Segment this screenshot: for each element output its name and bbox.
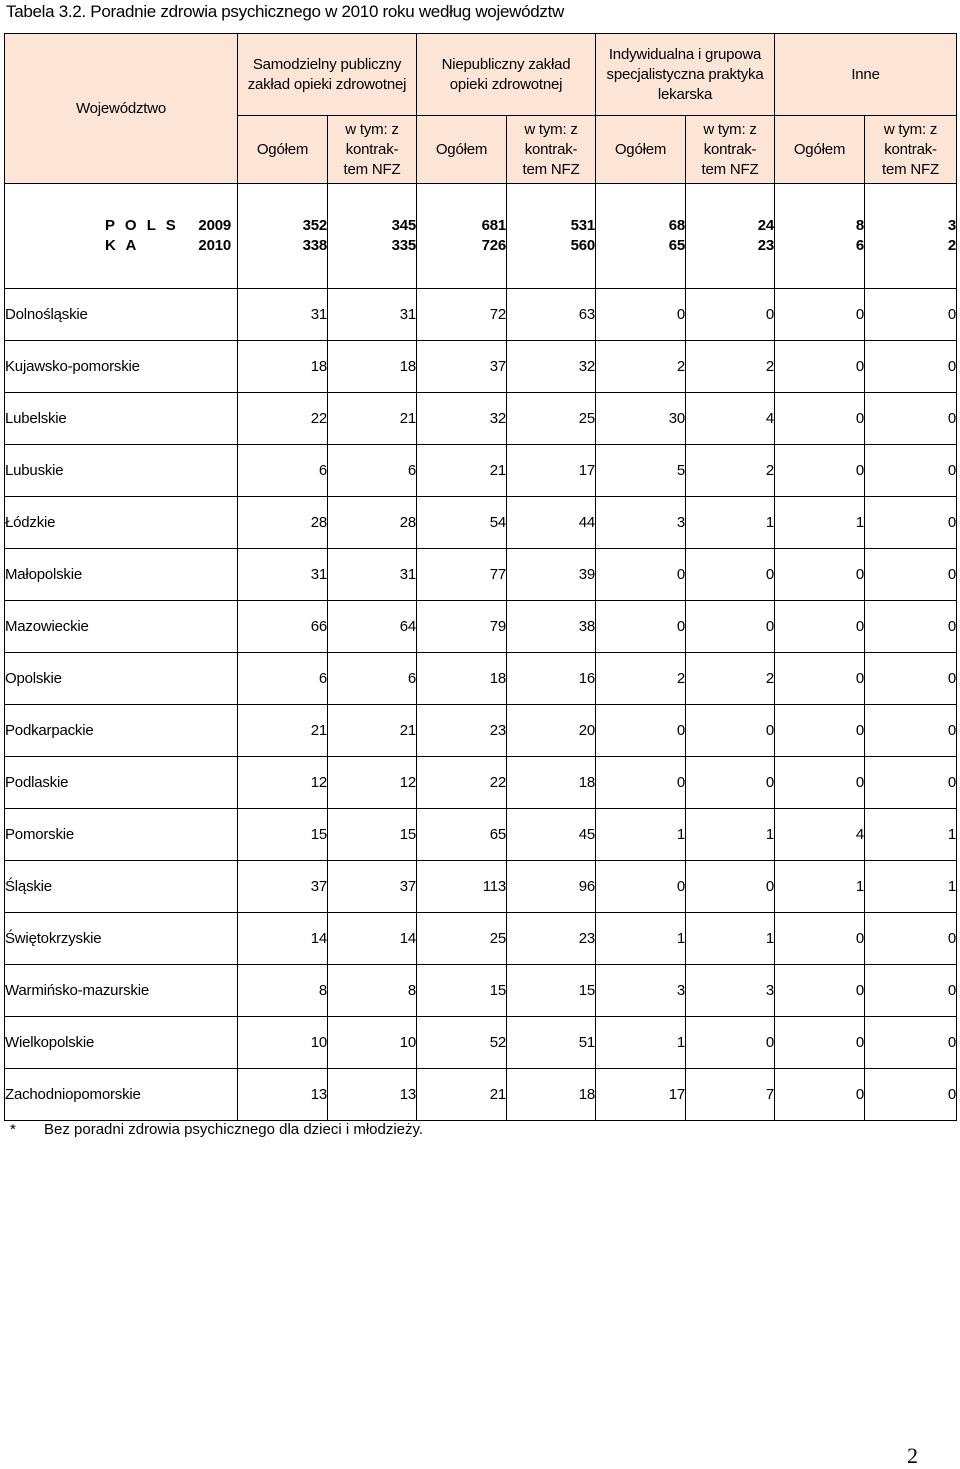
table-cell: 6 [328, 445, 417, 497]
header-group-practice: Indywidualna i grupowa specjalistyczna praktyka lekarska [596, 34, 775, 116]
table-cell: 21 [328, 705, 417, 757]
table-cell: 0 [865, 497, 957, 549]
table-cell: 32 [417, 393, 507, 445]
table-cell: 31 [238, 549, 328, 601]
table-cell: 0 [775, 289, 865, 341]
table-cell: 18 [507, 757, 596, 809]
footnote-text: Bez poradni zdrowia psychicznego dla dzieci i młodzieży. [44, 1121, 424, 1138]
table-row [5, 497, 957, 549]
header-total-3: Ogółem [775, 116, 865, 184]
table-cell: 32 [507, 341, 596, 393]
table-cell: 0 [596, 289, 686, 341]
table-cell: 38 [507, 601, 596, 653]
voivodeship-name: Kujawsko-pomorskie [5, 341, 238, 393]
national-value-2010: 23 [757, 237, 775, 254]
table-cell: 0 [775, 705, 865, 757]
national-cell [865, 184, 957, 289]
voivodeship-name: Lubuskie [5, 445, 238, 497]
table-cell: 0 [596, 601, 686, 653]
table-row [5, 445, 957, 497]
voivodeship-name: Mazowieckie [5, 601, 238, 653]
table-cell: 31 [328, 549, 417, 601]
table-cell: 2 [686, 653, 775, 705]
voivodeship-name: Lubelskie [5, 393, 238, 445]
table-cell: 15 [417, 965, 507, 1017]
table-cell: 0 [596, 861, 686, 913]
table-cell: 14 [238, 913, 328, 965]
table-cell: 0 [686, 549, 775, 601]
table-cell: 0 [775, 965, 865, 1017]
national-cell [238, 184, 328, 289]
table-cell: 22 [238, 393, 328, 445]
table-cell: 7 [686, 1069, 775, 1121]
table-cell: 12 [328, 757, 417, 809]
table-cell: 28 [328, 497, 417, 549]
table-row [5, 1069, 957, 1121]
national-value-2009: 345 [391, 217, 417, 234]
table-row [5, 1017, 957, 1069]
header-nfz-0: w tym: z kontrak-tem NFZ [328, 116, 417, 184]
header-nfz-3: w tym: z kontrak-tem NFZ [865, 116, 957, 184]
table-cell: 79 [417, 601, 507, 653]
table-cell: 14 [328, 913, 417, 965]
table-cell: 1 [775, 497, 865, 549]
national-value-2010: 65 [668, 237, 686, 254]
table-cell: 1 [686, 913, 775, 965]
table-cell: 0 [865, 1069, 957, 1121]
national-value-2009: 352 [302, 217, 327, 234]
voivodeship-name: Świętokrzyskie [5, 913, 238, 965]
table-cell: 10 [238, 1017, 328, 1069]
table-cell: 2 [596, 653, 686, 705]
national-label-cell [5, 184, 238, 289]
table-cell: 18 [417, 653, 507, 705]
national-value-2010: 338 [302, 237, 327, 254]
national-value-2009: 3 [947, 217, 957, 234]
table-cell: 1 [596, 809, 686, 861]
table-row [5, 861, 957, 913]
national-cell [775, 184, 865, 289]
table-cell: 23 [417, 705, 507, 757]
header-group-other: Inne [775, 34, 957, 116]
table-cell: 37 [328, 861, 417, 913]
table-cell: 15 [328, 809, 417, 861]
table-cell: 8 [238, 965, 328, 1017]
table-row [5, 757, 957, 809]
table-cell: 51 [507, 1017, 596, 1069]
table-cell: 0 [686, 861, 775, 913]
table-cell: 0 [865, 1017, 957, 1069]
table-cell: 0 [775, 913, 865, 965]
header-nfz-1: w tym: z kontrak-tem NFZ [507, 116, 596, 184]
table-cell: 0 [865, 705, 957, 757]
table-cell: 1 [775, 861, 865, 913]
table-cell: 0 [775, 757, 865, 809]
table-cell: 0 [775, 601, 865, 653]
table-cell: 10 [328, 1017, 417, 1069]
table-cell: 3 [596, 497, 686, 549]
table-cell: 21 [417, 445, 507, 497]
national-value-2009: 68 [668, 217, 686, 234]
voivodeship-name: Podkarpackie [5, 705, 238, 757]
table-cell: 12 [238, 757, 328, 809]
table-cell: 0 [775, 1017, 865, 1069]
table-cell: 65 [417, 809, 507, 861]
voivodeship-name: Pomorskie [5, 809, 238, 861]
table-cell: 0 [865, 341, 957, 393]
header-group-nonpublic: Niepubliczny zakład opieki zdrowotnej [417, 34, 596, 116]
table-cell: 18 [507, 1069, 596, 1121]
voivodeship-table [4, 33, 957, 1121]
table-cell: 52 [417, 1017, 507, 1069]
header-total-0: Ogółem [238, 116, 328, 184]
table-cell: 15 [238, 809, 328, 861]
table-cell: 54 [417, 497, 507, 549]
table-cell: 4 [686, 393, 775, 445]
table-row [5, 913, 957, 965]
table-cell: 39 [507, 549, 596, 601]
table-cell: 3 [686, 965, 775, 1017]
table-caption: Tabela 3.2. Poradnie zdrowia psychicznego w 2010 roku według województw [6, 2, 564, 21]
table-cell: 2 [686, 445, 775, 497]
national-value-2010: 335 [391, 237, 417, 254]
table-cell: 8 [328, 965, 417, 1017]
table-cell: 0 [775, 1069, 865, 1121]
table-cell: 18 [328, 341, 417, 393]
table-cell: 37 [417, 341, 507, 393]
table-cell: 0 [775, 445, 865, 497]
table-cell: 13 [238, 1069, 328, 1121]
table-cell: 18 [238, 341, 328, 393]
table-cell: 6 [238, 445, 328, 497]
table-cell: 66 [238, 601, 328, 653]
voivodeship-name: Warmińsko-mazurskie [5, 965, 238, 1017]
table-cell: 2 [686, 341, 775, 393]
table-cell: 0 [865, 601, 957, 653]
table-cell: 6 [238, 653, 328, 705]
table-cell: 13 [328, 1069, 417, 1121]
table-cell: 1 [686, 809, 775, 861]
table-cell: 1 [686, 497, 775, 549]
table-cell: 31 [238, 289, 328, 341]
table-cell: 96 [507, 861, 596, 913]
table-cell: 0 [596, 757, 686, 809]
national-value-2010: 2 [947, 237, 957, 254]
table-cell: 0 [865, 289, 957, 341]
voivodeship-name: Łódzkie [5, 497, 238, 549]
table-cell: 64 [328, 601, 417, 653]
national-row [5, 184, 957, 289]
table-row [5, 601, 957, 653]
header-group-public: Samodzielny publiczny zakład opieki zdrowotnej [238, 34, 417, 116]
table-row [5, 341, 957, 393]
table-cell: 1 [865, 809, 957, 861]
table-cell: 28 [238, 497, 328, 549]
table-cell: 25 [417, 913, 507, 965]
table-cell: 0 [775, 393, 865, 445]
national-cell [686, 184, 775, 289]
national-cell [596, 184, 686, 289]
table-cell: 72 [417, 289, 507, 341]
national-value-2010: 6 [855, 237, 865, 254]
table-cell: 5 [596, 445, 686, 497]
table-cell: 1 [596, 913, 686, 965]
national-value-2010: 560 [570, 237, 596, 254]
header-total-1: Ogółem [417, 116, 507, 184]
header-voivodeship: Województwo [5, 34, 238, 184]
table-row [5, 393, 957, 445]
voivodeship-name: Śląskie [5, 861, 238, 913]
voivodeship-name: Wielkopolskie [5, 1017, 238, 1069]
table-cell: 44 [507, 497, 596, 549]
table-cell: 0 [865, 549, 957, 601]
table-cell: 21 [417, 1069, 507, 1121]
year-2010: 2010 [198, 237, 231, 254]
table-row [5, 965, 957, 1017]
national-value-2009: 681 [481, 217, 507, 234]
table-cell: 22 [417, 757, 507, 809]
table-cell: 0 [865, 653, 957, 705]
national-value-2010: 726 [481, 237, 507, 254]
table-cell: 0 [865, 393, 957, 445]
table-cell: 45 [507, 809, 596, 861]
table-cell: 21 [238, 705, 328, 757]
table-cell: 0 [865, 757, 957, 809]
table-cell: 3 [596, 965, 686, 1017]
table-cell: 2 [596, 341, 686, 393]
voivodeship-name: Zachodniopomorskie [5, 1069, 238, 1121]
table-row [5, 653, 957, 705]
table-cell: 16 [507, 653, 596, 705]
table-cell: 0 [775, 653, 865, 705]
header-nfz-2: w tym: z kontrak-tem NFZ [686, 116, 775, 184]
table-cell: 37 [238, 861, 328, 913]
table-cell: 113 [417, 861, 507, 913]
voivodeship-name: Dolnośląskie [5, 289, 238, 341]
table-cell: 15 [507, 965, 596, 1017]
table-cell: 1 [865, 861, 957, 913]
table-row [5, 549, 957, 601]
national-cell [507, 184, 596, 289]
table-cell: 25 [507, 393, 596, 445]
national-value-2009: 531 [570, 217, 596, 234]
table-cell: 0 [596, 705, 686, 757]
table-cell: 20 [507, 705, 596, 757]
table-cell: 30 [596, 393, 686, 445]
table-cell: 31 [328, 289, 417, 341]
voivodeship-name: Małopolskie [5, 549, 238, 601]
table-cell: 0 [596, 549, 686, 601]
voivodeship-name: Podlaskie [5, 757, 238, 809]
footnote [10, 1121, 423, 1138]
national-cell [328, 184, 417, 289]
voivodeship-name: Opolskie [5, 653, 238, 705]
table-row [5, 705, 957, 757]
table-cell: 0 [686, 1017, 775, 1069]
table-row [5, 809, 957, 861]
table-cell: 1 [596, 1017, 686, 1069]
table-cell: 0 [865, 445, 957, 497]
table-cell: 0 [686, 601, 775, 653]
national-value-2009: 24 [757, 217, 775, 234]
page-number: 2 [907, 1443, 918, 1468]
table-cell: 0 [775, 341, 865, 393]
table-row [5, 289, 957, 341]
table-cell: 4 [775, 809, 865, 861]
table-cell: 0 [686, 705, 775, 757]
table-cell: 77 [417, 549, 507, 601]
table-cell: 0 [865, 913, 957, 965]
national-label: P O L S K A [105, 217, 179, 254]
header-total-2: Ogółem [596, 116, 686, 184]
national-value-2009: 8 [855, 217, 865, 234]
table-cell: 6 [328, 653, 417, 705]
table-cell: 23 [507, 913, 596, 965]
table-cell: 17 [507, 445, 596, 497]
footnote-mark: * [10, 1121, 16, 1138]
table-cell: 0 [686, 289, 775, 341]
year-2009: 2009 [198, 217, 231, 234]
table-cell: 0 [865, 965, 957, 1017]
national-cell [417, 184, 507, 289]
table-cell: 63 [507, 289, 596, 341]
table-cell: 21 [328, 393, 417, 445]
table-cell: 17 [596, 1069, 686, 1121]
table-cell: 0 [775, 549, 865, 601]
table-cell: 0 [686, 757, 775, 809]
